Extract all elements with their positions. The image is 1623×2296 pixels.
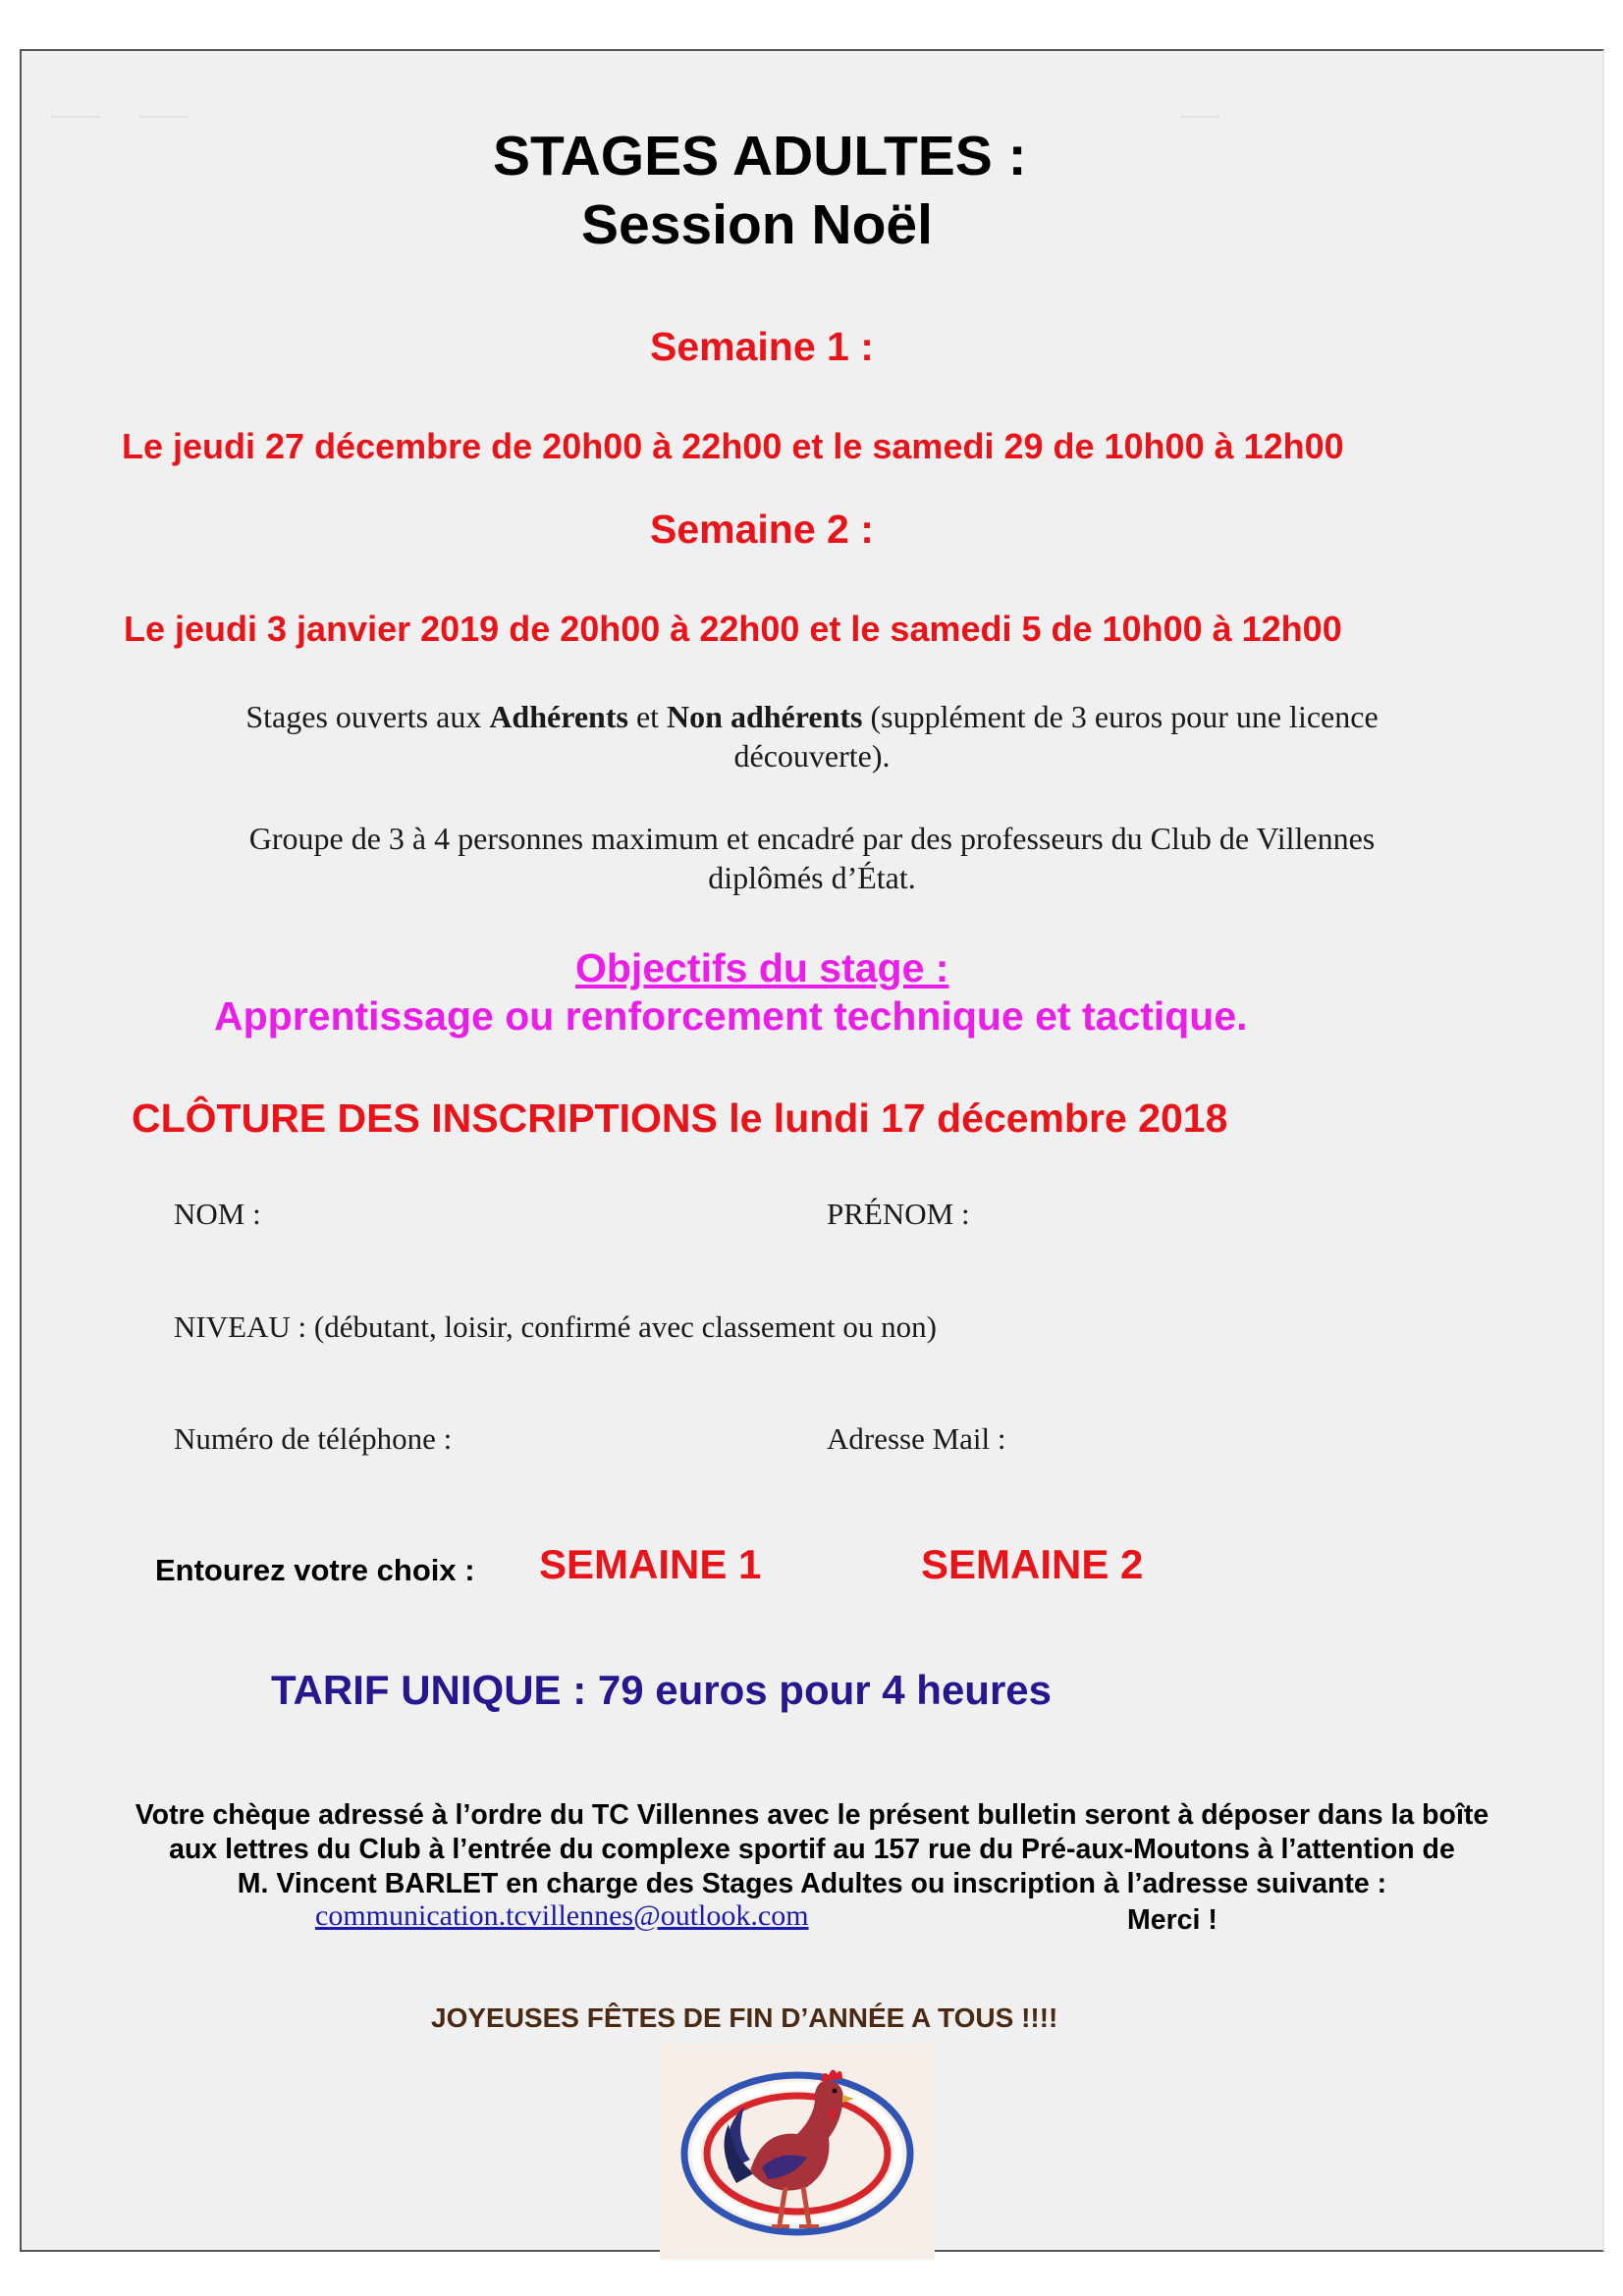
choice-week1: SEMAINE 1 (539, 1541, 762, 1587)
divider (51, 116, 100, 118)
week1-dates: Le jeudi 27 décembre de 20h00 à 22h00 et le samedi 29 de 10h00 à 12h00 (122, 426, 1344, 466)
greeting: JOYEUSES FÊTES DE FIN D’ANNÉE A TOUS !!!! (431, 2002, 1058, 2033)
choice-label: Entourez votre choix : (155, 1553, 475, 1587)
divider (139, 116, 189, 118)
choice-week2: SEMAINE 2 (921, 1541, 1144, 1587)
rooster-image (660, 2044, 935, 2260)
group-info-line2: diplômés d’État. (708, 860, 916, 895)
objectives-heading: Objectifs du stage : (575, 945, 949, 990)
nom-field-label: NOM : (174, 1197, 261, 1231)
members-label: Adhérents (489, 699, 628, 734)
phone-field-label: Numéro de téléphone : (174, 1421, 453, 1456)
email-field-label: Adresse Mail : (827, 1421, 1006, 1456)
open-info-line2: découverte). (733, 738, 891, 774)
week2-heading: Semaine 2 : (650, 507, 874, 552)
group-info: Groupe de 3 à 4 personnes maximum et encadré par des professeurs du Club de Villennes (248, 821, 1376, 856)
note-line1: Votre chèque adressé à l’ordre du TC Villennes avec le présent bulletin seront à déposer dans la boîte (135, 1799, 1489, 1831)
open-info: Stages ouverts aux Adhérents et Non adhérents (supplément de 3 euros pour une licence (245, 699, 1379, 734)
page-subtitle: Session Noël (581, 193, 933, 256)
closing-date: CLÔTURE DES INSCRIPTIONS le lundi 17 décembre 2018 (132, 1095, 1228, 1141)
tarif-line: TARIF UNIQUE : 79 euros pour 4 heures (271, 1667, 1053, 1713)
niveau-field-label: NIVEAU : (débutant, loisir, confirmé avec classement ou non) (174, 1309, 937, 1344)
week1-heading: Semaine 1 : (650, 324, 874, 369)
flyer-page (20, 49, 1604, 2252)
note-line2: aux lettres du Club à l’entrée du complexe sportif au 157 rue du Pré-aux-Moutons à l’attention de (169, 1834, 1455, 1865)
objectives-text: Apprentissage ou renforcement technique et tactique. (214, 993, 1248, 1039)
contact-email-link[interactable]: communication.tcvillennes@outlook.com (315, 1899, 809, 1932)
rooster-icon (660, 2044, 935, 2260)
page-title: STAGES ADULTES : (493, 125, 1027, 187)
non-members-label: Non adhérents (667, 699, 863, 734)
note-line3: M. Vincent BARLET en charge des Stages Adultes ou inscription à l’adresse suivante : (237, 1868, 1387, 1899)
week2-dates: Le jeudi 3 janvier 2019 de 20h00 à 22h00 et le samedi 5 de 10h00 à 12h00 (124, 609, 1342, 649)
prenom-field-label: PRÉNOM : (827, 1197, 970, 1231)
thanks-text: Merci ! (1127, 1904, 1217, 1936)
divider (1180, 116, 1219, 118)
